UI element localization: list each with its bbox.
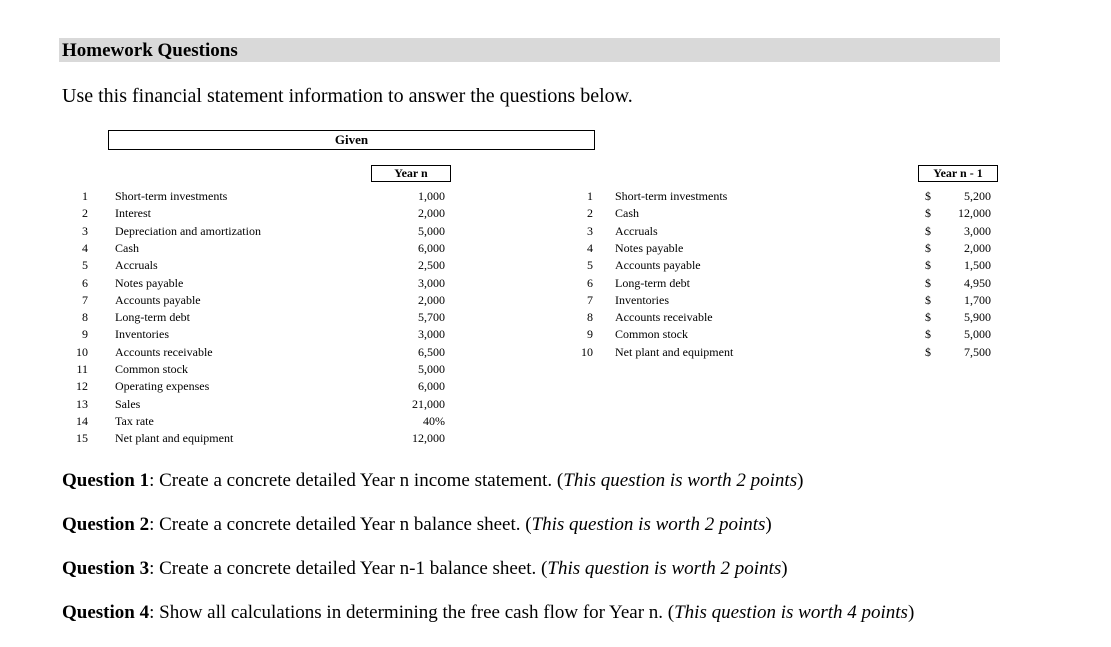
table-row: [0, 257, 1111, 274]
row-value: 3,000: [964, 223, 991, 238]
row-label: Cash: [115, 240, 139, 255]
row-value: 5,000: [418, 223, 445, 238]
row-value: 1,500: [964, 258, 991, 273]
row-number: 8: [82, 310, 88, 325]
question-4-text: : Show all calculations in determining the free cash flow for Year n. (: [149, 602, 675, 623]
question-4-close: ): [907, 602, 915, 623]
question-1: [62, 470, 803, 492]
table-row: [0, 396, 560, 413]
row-number: 15: [76, 431, 88, 446]
question-4-label: Question 4: [62, 602, 150, 623]
row-label: Long-term debt: [615, 275, 690, 290]
row-label: Long-term debt: [115, 310, 190, 325]
question-1-text: : Create a concrete detailed Year n income statement. (: [149, 470, 564, 491]
question-2-note: This question is worth 2 points: [531, 514, 766, 535]
row-value: 6,000: [418, 379, 445, 394]
question-2: [62, 514, 772, 536]
row-number: 11: [76, 362, 88, 376]
row-number: 2: [82, 206, 88, 221]
row-label: Accounts payable: [615, 258, 701, 273]
row-value: 3,000: [418, 327, 445, 342]
row-value: 2,000: [418, 292, 445, 307]
question-3: [62, 558, 788, 580]
row-label: Inventories: [615, 292, 669, 307]
currency-symbol: $: [925, 310, 931, 325]
currency-symbol: $: [925, 240, 931, 255]
row-number: 4: [587, 240, 593, 255]
row-number: 9: [82, 327, 88, 342]
row-value: 1,700: [964, 292, 991, 307]
question-4-note: This question is worth 4 points: [674, 602, 908, 623]
row-value: 4,950: [964, 275, 991, 290]
currency-symbol: $: [925, 189, 931, 203]
table-row: [0, 292, 1111, 309]
year-n-minus-1-header: Year n - 1: [918, 165, 998, 182]
question-1-close: ): [797, 470, 804, 491]
row-label: Notes payable: [115, 275, 184, 290]
row-number: 5: [587, 258, 593, 273]
row-number: 9: [587, 327, 593, 342]
table-row: [0, 188, 1111, 205]
row-value: 2,000: [964, 240, 991, 255]
currency-symbol: $: [925, 206, 931, 221]
row-label: Accounts receivable: [115, 344, 213, 359]
row-value: 12,000: [412, 431, 445, 446]
row-label: Common stock: [615, 327, 689, 342]
question-2-close: ): [765, 514, 772, 535]
question-2-label: Question 2: [62, 514, 150, 535]
currency-symbol: $: [925, 275, 931, 290]
row-number: 10: [581, 344, 593, 359]
title-bar: [59, 38, 1000, 62]
row-number: 5: [82, 258, 88, 273]
page-title: Homework Questions: [62, 40, 238, 61]
row-number: 8: [587, 310, 593, 325]
currency-symbol: $: [925, 344, 931, 359]
row-label: Net plant and equipment: [115, 431, 234, 446]
row-label: Accounts receivable: [615, 310, 713, 325]
row-number: 1: [82, 189, 88, 203]
row-label: Depreciation and amortization: [115, 223, 261, 238]
row-label: Accounts payable: [115, 292, 201, 307]
table-row: [0, 378, 560, 395]
row-number: 6: [82, 275, 88, 290]
row-value: 2,000: [418, 206, 445, 221]
row-number: 10: [76, 344, 88, 359]
row-value: 5,000: [964, 327, 991, 342]
row-value: 5,900: [964, 310, 991, 325]
table-row: [0, 205, 1111, 222]
table-row: [0, 275, 1111, 292]
table-row: [0, 223, 1111, 240]
row-label: Short-term investments: [115, 189, 228, 203]
table-row: [0, 240, 1111, 257]
currency-symbol: $: [925, 327, 931, 342]
row-label: Accruals: [115, 258, 158, 273]
row-number: 1: [587, 189, 593, 203]
row-number: 4: [82, 240, 88, 255]
row-number: 14: [76, 413, 88, 428]
row-label: Short-term investments: [615, 189, 728, 203]
question-3-close: ): [781, 558, 788, 579]
row-label: Interest: [115, 206, 151, 221]
row-value: 1,000: [418, 189, 445, 203]
question-4: [62, 602, 914, 624]
table-row: [0, 326, 1111, 343]
row-value: 5,200: [964, 189, 991, 203]
row-label: Common stock: [115, 362, 189, 376]
row-number: 3: [82, 223, 88, 238]
table-row: [0, 344, 1111, 361]
row-number: 7: [587, 292, 593, 307]
row-label: Inventories: [115, 327, 169, 342]
right-data-table: [0, 188, 1111, 368]
table-row: [0, 413, 560, 430]
row-value: 12,000: [958, 206, 991, 221]
row-value: 5,000: [418, 362, 445, 376]
row-value: 2,500: [418, 258, 445, 273]
table-row: [0, 430, 560, 447]
row-value: 7,500: [964, 344, 991, 359]
row-value: 6,000: [418, 240, 445, 255]
given-header: Given: [108, 130, 595, 150]
currency-symbol: $: [925, 292, 931, 307]
table-row: [0, 309, 1111, 326]
row-value: 3,000: [418, 275, 445, 290]
row-number: 13: [76, 396, 88, 411]
row-label: Notes payable: [615, 240, 684, 255]
currency-symbol: $: [925, 258, 931, 273]
instruction-text: Use this financial statement information to answer the questions below.: [62, 85, 633, 107]
question-3-note: This question is worth 2 points: [547, 558, 782, 579]
row-number: 3: [587, 223, 593, 238]
question-3-text: : Create a concrete detailed Year n-1 balance sheet. (: [149, 558, 548, 579]
row-label: Accruals: [615, 223, 658, 238]
row-label: Tax rate: [115, 413, 154, 428]
row-number: 6: [587, 275, 593, 290]
row-value: 40%: [423, 413, 445, 428]
row-number: 12: [76, 379, 88, 394]
row-number: 7: [82, 292, 88, 307]
row-number: 2: [587, 206, 593, 221]
row-label: Sales: [115, 396, 141, 411]
question-2-text: : Create a concrete detailed Year n balance sheet. (: [149, 514, 532, 535]
question-3-label: Question 3: [62, 558, 150, 579]
question-1-label: Question 1: [62, 470, 150, 491]
row-label: Operating expenses: [115, 379, 210, 394]
row-value: 21,000: [412, 396, 445, 411]
year-n-header: Year n: [371, 165, 451, 182]
question-1-note: This question is worth 2 points: [563, 470, 798, 491]
row-value: 6,500: [418, 344, 445, 359]
currency-symbol: $: [925, 223, 931, 238]
row-value: 5,700: [418, 310, 445, 325]
row-label: Net plant and equipment: [615, 344, 734, 359]
row-label: Cash: [615, 206, 639, 221]
